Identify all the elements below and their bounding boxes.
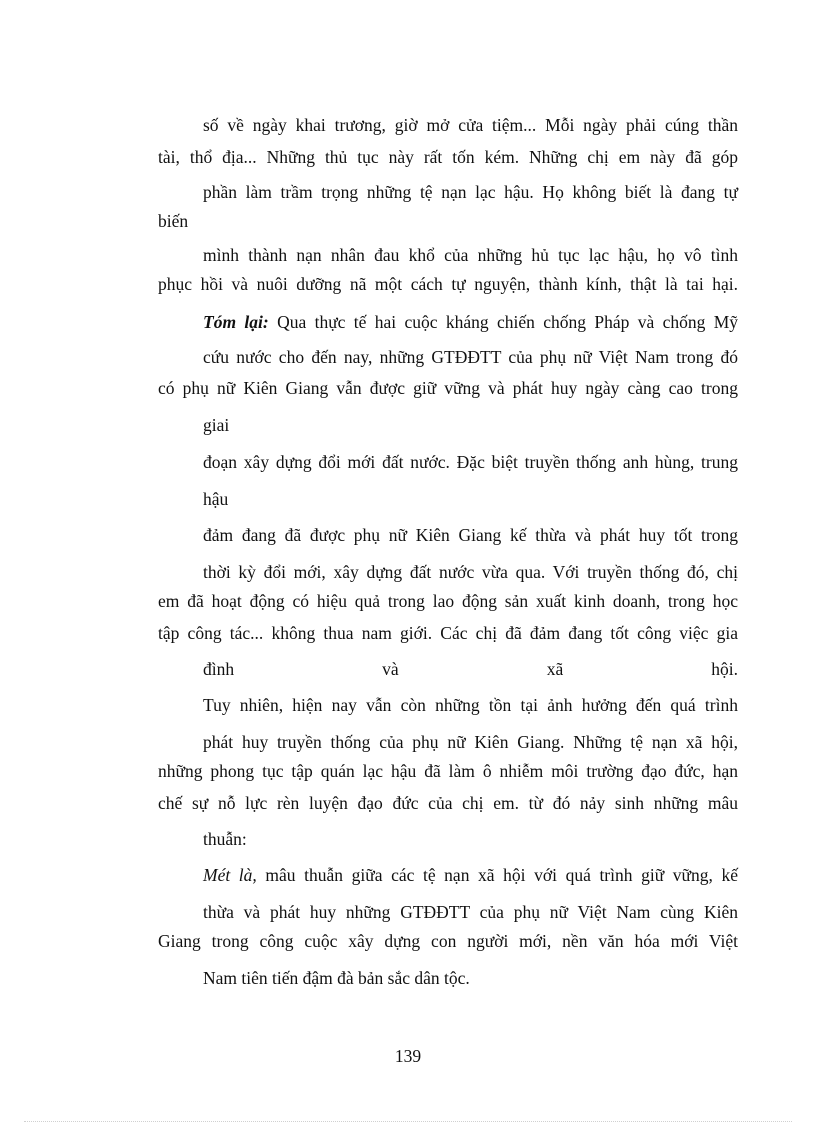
text-line <box>203 901 738 923</box>
line-text: Nam tiên tiến đậm đà bản sắc dân tộc. <box>203 968 470 988</box>
text-line <box>203 451 738 473</box>
text-line <box>203 414 229 436</box>
line-text: phần làm trầm trọng những tệ nạn lạc hậu. Họ không biết là đang tự <box>203 182 738 202</box>
text-line <box>158 622 738 644</box>
page-bottom-divider <box>24 1121 792 1122</box>
text-line <box>203 864 738 886</box>
text-line <box>203 181 738 203</box>
line-text: đảm đang đã được phụ nữ Kiên Giang kế thừa và phát huy tốt trong <box>203 525 738 545</box>
italic-lead: Mét là, <box>203 865 257 885</box>
line-text: phát huy truyền thống của phụ nữ Kiên Giang. Những tệ nạn xã hội, <box>203 732 738 752</box>
text-line <box>158 146 738 168</box>
line-text: thừa và phát huy những GTĐĐTT của phụ nữ Việt Nam cùng Kiên <box>203 902 738 922</box>
text-line <box>203 311 738 333</box>
text-line <box>158 210 188 232</box>
line-text: mình thành nạn nhân đau khổ của những hủ tục lạc hậu, họ vô tình <box>203 245 738 265</box>
line-text: hậu <box>203 489 229 509</box>
bold-italic-lead: Tóm lại: <box>203 312 269 332</box>
line-text: em đã hoạt động có hiệu quả trong lao động sản xuất kinh doanh, trong học <box>158 591 738 611</box>
text-line <box>158 930 738 952</box>
line-text: những phong tục tập quán lạc hậu đã làm ô nhiễm môi trường đạo đức, hạn <box>158 761 738 781</box>
text-line <box>203 694 738 716</box>
line-text: phục hồi và nuôi dưỡng nã một cách tự nguyện, thành kính, thật là tai hại. <box>158 274 738 294</box>
text-line <box>203 488 228 510</box>
line-text: Giang trong công cuộc xây dựng con người mới, nền văn hóa mới Việt <box>158 931 738 951</box>
text-line <box>203 967 470 989</box>
line-text: tập công tác... không thua nam giới. Các chị đã đảm đang tốt công việc gia <box>158 623 738 643</box>
line-text: biến <box>158 211 189 231</box>
text-line <box>203 561 738 583</box>
text-line <box>203 244 738 266</box>
text-line <box>203 524 738 546</box>
text-line <box>158 792 738 814</box>
line-text: mâu thuẫn giữa các tệ nạn xã hội với quá trình giữ vững, kế <box>265 865 738 885</box>
line-text: đình và xã hội. <box>203 659 738 679</box>
text-line <box>203 658 738 680</box>
text-line <box>203 114 738 136</box>
line-text: có phụ nữ Kiên Giang vẫn được giữ vững và phát huy ngày càng cao trong <box>158 378 738 398</box>
line-text: Tuy nhiên, hiện nay vẫn còn những tồn tại ảnh hưởng đến quá trình <box>203 695 738 715</box>
line-text: thời kỳ đổi mới, xây dựng đất nước vừa qua. Với truyền thống đó, chị <box>203 562 738 582</box>
page-number: 139 <box>394 1046 422 1066</box>
line-text: thuẫn: <box>203 829 247 849</box>
line-text: đoạn xây dựng đổi mới đất nước. Đặc biệt truyền thống anh hùng, trung <box>203 452 738 472</box>
line-text: giai <box>203 415 230 435</box>
text-line <box>203 346 738 368</box>
line-text: tài, thổ địa... Những thủ tục này rất tốn kém. Những chị em này đã góp <box>158 147 738 167</box>
text-line <box>203 828 247 850</box>
line-text: chế sự nỗ lực rèn luyện đạo đức của chị em. từ đó nảy sinh những mâu <box>158 793 738 813</box>
text-line <box>158 273 738 295</box>
text-line <box>158 760 738 782</box>
text-line <box>158 590 738 612</box>
line-text: cứu nước cho đến nay, những GTĐĐTT của phụ nữ Việt Nam trong đó <box>203 347 738 367</box>
text-line <box>158 377 738 399</box>
line-text: Qua thực tế hai cuộc kháng chiến chống Pháp và chống Mỹ <box>277 312 739 332</box>
line-text: số về ngày khai trương, giờ mở cửa tiệm... Mỗi ngày phải cúng thần <box>203 115 738 135</box>
text-line <box>203 731 738 753</box>
